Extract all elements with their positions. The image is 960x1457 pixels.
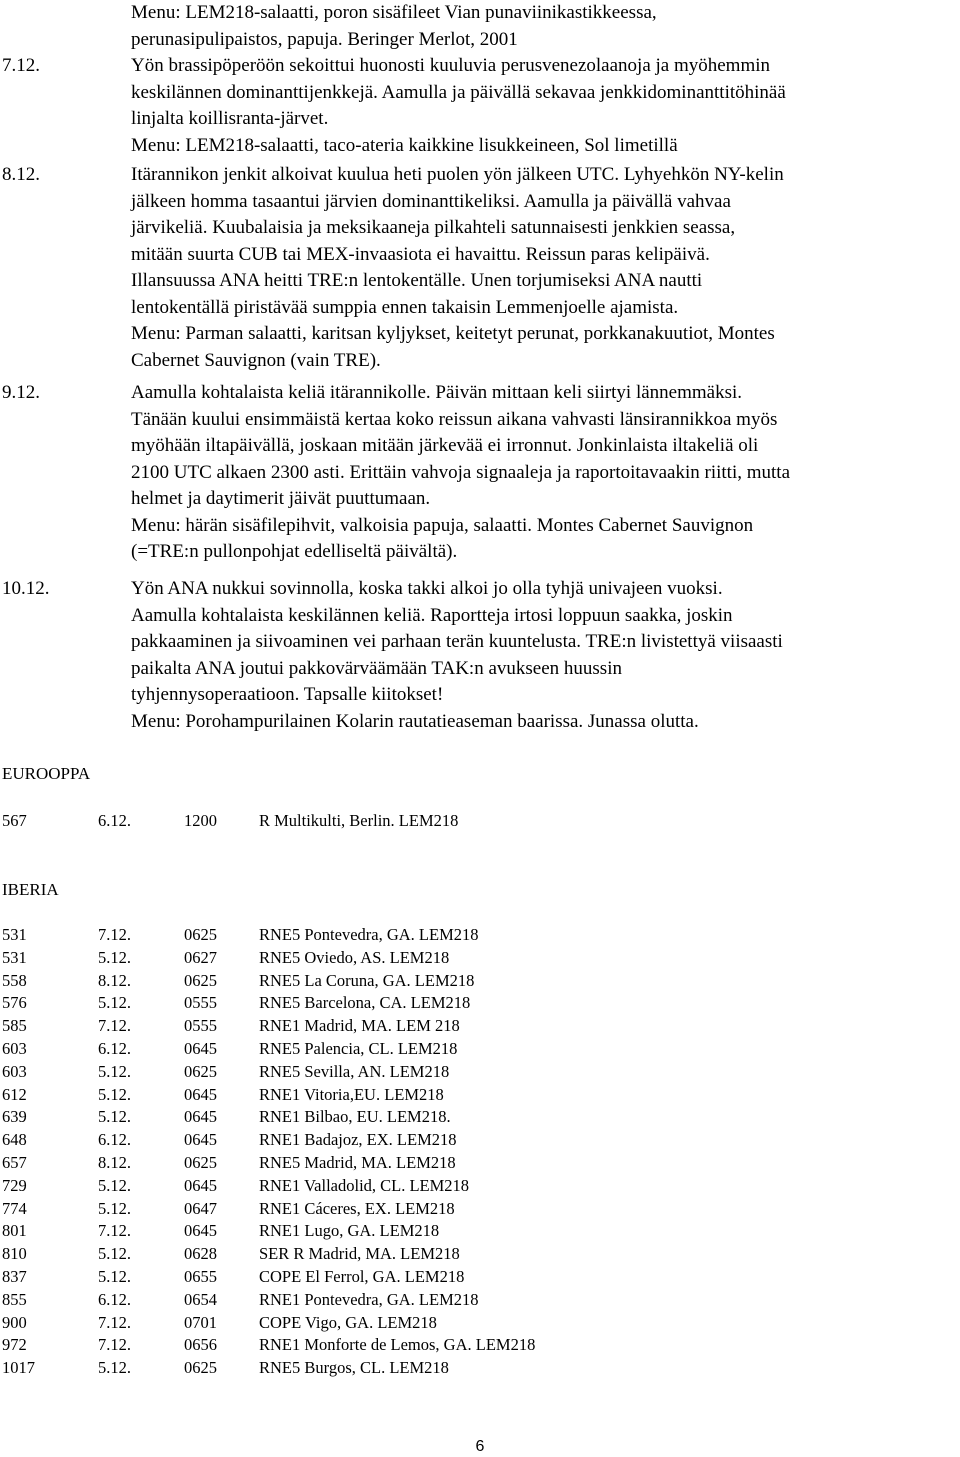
log-time: 0645 <box>184 1039 217 1058</box>
log-date: 7.12. <box>98 1335 131 1355</box>
log-station: RNE5 Sevilla, AN. LEM218 <box>259 1061 450 1081</box>
log-station: COPE El Ferrol, GA. LEM218 <box>259 1267 465 1286</box>
log-time: 0645 <box>184 1175 217 1195</box>
log-time: 0625 <box>184 1153 217 1172</box>
log-station: RNE5 Barcelona, CA. LEM218 <box>259 993 471 1013</box>
log-frequency: 585 <box>2 1016 27 1036</box>
log-time: 0628 <box>184 1244 217 1264</box>
log-station: RNE5 Burgos, CL. LEM218 <box>259 1358 449 1378</box>
entry-line: Aamulla kohtalaista keskilännen keliä. Raportteja irtosi loppuun saakka, joskin <box>131 604 733 626</box>
log-station: RNE5 La Coruna, GA. LEM218 <box>259 970 475 990</box>
log-frequency: 855 <box>2 1289 27 1309</box>
entry-line: (=TRE:n pullonpohjat edelliseltä päivältä). <box>131 541 458 562</box>
log-time: 0645 <box>184 1130 217 1150</box>
entry-line: 2100 UTC alkaen 2300 asti. Erittäin vahvoja signaaleja ja raportoitavaakin riitti, mutta <box>131 461 791 483</box>
entry-line: Tänään kuului ensimmäistä kertaa koko reissun aikana vahvasti länsirannikkoa myös <box>131 408 778 430</box>
log-time: 0655 <box>184 1267 217 1286</box>
log-date: 7.12. <box>98 1312 131 1332</box>
entry-line: pakkaaminen ja siivoaminen vei parhaan terän kuuntelusta. TRE:n livistettyä viisaasti <box>131 631 783 652</box>
log-date: 5.12. <box>98 1107 131 1127</box>
log-frequency: 972 <box>2 1335 27 1355</box>
log-station: RNE1 Bilbao, EU. LEM218. <box>259 1107 451 1127</box>
entry-line: perunasipulipaistos, papuja. Beringer Merlot, 2001 <box>131 28 518 50</box>
log-time: 0656 <box>184 1335 217 1355</box>
log-frequency: 567 <box>2 811 27 830</box>
log-time: 0654 <box>184 1289 217 1309</box>
log-frequency: 774 <box>2 1198 27 1218</box>
entry-date: 7.12. <box>2 55 40 76</box>
entry-line: Yön ANA nukkui sovinnolla, koska takki alkoi jo olla tyhjä univajeen vuoksi. <box>131 578 723 599</box>
log-time: 0625 <box>184 925 217 944</box>
log-frequency: 837 <box>2 1267 27 1286</box>
log-date: 6.12. <box>98 1130 131 1150</box>
log-date: 7.12. <box>98 1016 131 1036</box>
entry-line: myöhään iltapäivällä, joskaan mitään järkevää ei irronnut. Jonkinlaista iltakeliä oli <box>131 435 759 456</box>
entry-line: jälkeen homma tasaantui järvien dominanttikeliksi. Aamulla ja päivällä vahvaa <box>131 190 731 212</box>
log-time: 0627 <box>184 947 217 967</box>
entry-line: lentokentällä piristävää sumppia ennen takaisin Lemmenjoelle ajamista. <box>131 296 679 318</box>
entry-text <box>131 380 957 566</box>
log-frequency: 810 <box>2 1244 27 1264</box>
log-date: 5.12. <box>98 1061 131 1081</box>
log-time: 0645 <box>184 1107 217 1127</box>
log-time: 0647 <box>184 1198 217 1218</box>
log-time: 0701 <box>184 1312 217 1332</box>
log-time: 0645 <box>184 1084 217 1104</box>
log-time: 0555 <box>184 993 217 1013</box>
log-frequency: 558 <box>2 970 27 990</box>
log-station: RNE5 Pontevedra, GA. LEM218 <box>259 925 479 944</box>
entry-line: järvikeliä. Kuubalaisia ja meksikaaneja pilkahteli satunnaisesti jenkkien seassa, <box>131 217 736 238</box>
log-station: SER R Madrid, MA. LEM218 <box>259 1244 460 1264</box>
log-frequency: 729 <box>2 1175 27 1195</box>
log-frequency: 576 <box>2 993 27 1013</box>
log-date: 5.12. <box>98 1358 131 1378</box>
log-frequency: 1017 <box>2 1358 35 1378</box>
section-title-europe: EUROOPPA <box>2 764 91 783</box>
log-date: 8.12. <box>98 970 131 990</box>
log-frequency: 612 <box>2 1084 27 1104</box>
entry-line: Cabernet Sauvignon (vain TRE). <box>131 349 381 371</box>
log-station: RNE1 Badajoz, EX. LEM218 <box>259 1130 457 1150</box>
entry-line: Illansuussa ANA heitti TRE:n lentokentälle. Unen torjumiseksi ANA nautti <box>131 270 703 291</box>
log-frequency: 801 <box>2 1221 27 1241</box>
entry-text <box>131 576 957 735</box>
log-station: RNE1 Vitoria,EU. LEM218 <box>259 1084 444 1104</box>
entry-line: tyhjennysoperaatioon. Tapsalle kiitokset! <box>131 684 444 705</box>
log-date: 5.12. <box>98 1244 131 1264</box>
log-date: 6.12. <box>98 811 131 830</box>
log-frequency: 657 <box>2 1153 27 1172</box>
entry-text <box>131 0 957 53</box>
log-station: RNE1 Valladolid, CL. LEM218 <box>259 1175 470 1195</box>
log-date: 7.12. <box>98 1221 131 1241</box>
log-frequency: 531 <box>2 947 27 967</box>
log-station: RNE1 Lugo, GA. LEM218 <box>259 1221 440 1241</box>
entry-line: Menu: härän sisäfilepihvit, valkoisia papuja, salaatti. Montes Cabernet Sauvignon <box>131 514 754 536</box>
entry-text <box>131 53 957 159</box>
section-title-iberia: IBERIA <box>2 880 59 899</box>
log-date: 8.12. <box>98 1153 131 1172</box>
entry-line: Aamulla kohtalaista keliä itärannikolle. Päivän mittaan keli siirtyi lännemmäksi. <box>131 382 743 403</box>
log-date: 7.12. <box>98 925 131 944</box>
log-date: 5.12. <box>98 1084 131 1104</box>
log-time: 1200 <box>184 811 217 830</box>
entry-line: Menu: LEM218-salaatti, taco-ateria kaikkine lisukkeineen, Sol limetillä <box>131 134 678 156</box>
log-time: 0625 <box>184 1061 217 1081</box>
log-time: 0555 <box>184 1016 217 1036</box>
entry-line: paikalta ANA joutui pakkovärväämään TAK:n avukseen huussin <box>131 657 622 679</box>
page-number: 6 <box>475 1438 485 1455</box>
log-station: RNE1 Pontevedra, GA. LEM218 <box>259 1289 479 1309</box>
log-station: RNE5 Madrid, MA. LEM218 <box>259 1153 456 1172</box>
log-time: 0645 <box>184 1221 217 1241</box>
log-station: RNE5 Oviedo, AS. LEM218 <box>259 947 450 967</box>
log-station: RNE1 Monforte de Lemos, GA. LEM218 <box>259 1335 536 1355</box>
log-date: 5.12. <box>98 1198 131 1218</box>
log-station: COPE Vigo, GA. LEM218 <box>259 1312 437 1332</box>
log-frequency: 603 <box>2 1061 27 1081</box>
entry-line: Yön brassipöperöön sekoittui huonosti kuuluvia perusvenezolaanoja ja myöhemmin <box>131 55 771 76</box>
entry-line: Itärannikon jenkit alkoivat kuulua heti puolen yön jälkeen UTC. Lyhyehkön NY-kelin <box>131 164 784 185</box>
log-time: 0625 <box>184 1358 217 1378</box>
entry-date: 9.12. <box>2 382 40 403</box>
entry-text <box>131 162 957 374</box>
log-frequency: 603 <box>2 1039 27 1058</box>
log-station: RNE1 Madrid, MA. LEM 218 <box>259 1016 460 1036</box>
log-date: 6.12. <box>98 1039 131 1058</box>
log-date: 6.12. <box>98 1289 131 1309</box>
entry-line: mitään suurta CUB tai MEX-invaasiota ei havaittu. Reissun paras kelipäivä. <box>131 243 710 265</box>
log-date: 5.12. <box>98 993 131 1013</box>
entry-line: Menu: Parman salaatti, karitsan kyljykset, keitetyt perunat, porkkanakuutiot, Montes <box>131 323 775 344</box>
log-frequency: 900 <box>2 1312 27 1332</box>
entry-line: helmet ja daytimerit jäivät puuttumaan. <box>131 488 431 509</box>
entry-line: linjalta koillisranta-järvet. <box>131 108 329 129</box>
log-station: RNE1 Cáceres, EX. LEM218 <box>259 1198 455 1218</box>
log-date: 5.12. <box>98 1175 131 1195</box>
log-time: 0625 <box>184 970 217 990</box>
log-station: RNE5 Palencia, CL. LEM218 <box>259 1039 458 1058</box>
entry-date: 10.12. <box>2 578 50 599</box>
log-date: 5.12. <box>98 1267 131 1286</box>
entry-line: Menu: Porohampurilainen Kolarin rautatieaseman baarissa. Junassa olutta. <box>131 710 699 732</box>
log-date: 5.12. <box>98 947 131 967</box>
entry-line: Menu: LEM218-salaatti, poron sisäfileet Vian punaviinikastikkeessa, <box>131 2 657 23</box>
entry-line: keskilännen dominanttijenkkejä. Aamulla ja päivällä sekavaa jenkkidominanttitöhinää <box>131 81 786 103</box>
log-station: R Multikulti, Berlin. LEM218 <box>259 811 459 830</box>
log-frequency: 648 <box>2 1130 27 1150</box>
log-frequency: 531 <box>2 925 27 944</box>
log-frequency: 639 <box>2 1107 27 1127</box>
entry-date: 8.12. <box>2 164 40 185</box>
